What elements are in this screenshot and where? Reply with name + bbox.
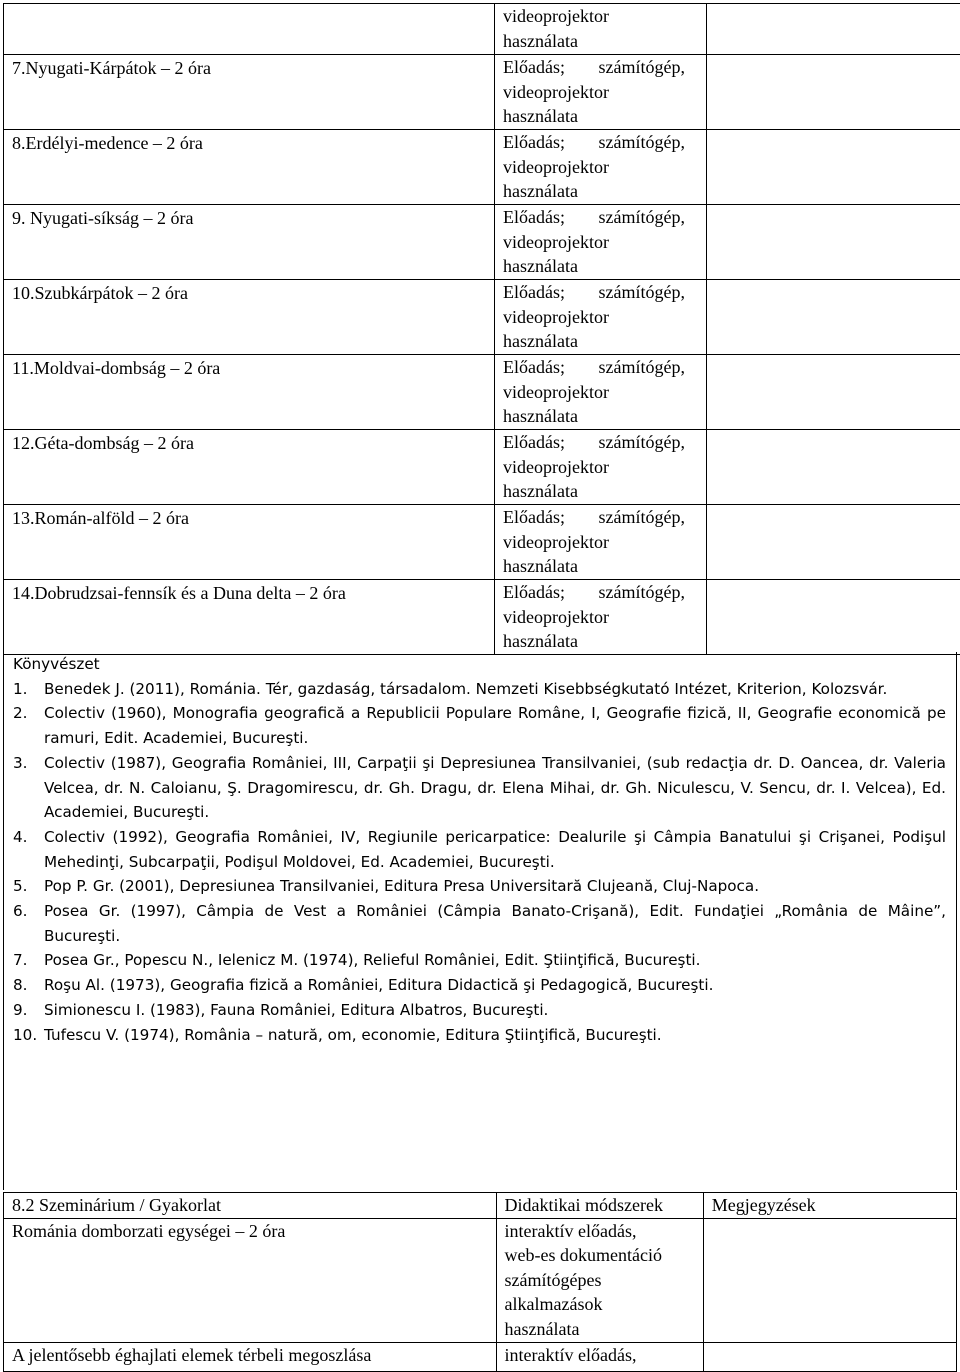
methods-line [503, 130, 685, 155]
method-word: számítógép, [599, 55, 685, 80]
table-row [4, 1342, 957, 1371]
methods-line: videoprojektor [503, 4, 700, 29]
item-text: Colectiv (1960), Monografia geografică a Republicii Populare Române, I, Geografie fizică, II, Geografie economică pe ramuri, Edit. Academiei, Bucureşti. [44, 704, 946, 747]
bibliography-title: Könyvészet [13, 652, 956, 677]
methods-cell [495, 4, 707, 55]
header-cell-methods: Didaktikai módszerek [496, 1193, 703, 1219]
topic-cell: 13.Román-alföld – 2 óra [4, 505, 495, 580]
methods-line [503, 55, 685, 80]
methods-line: videoprojektor [503, 230, 700, 255]
methods-line: videoprojektor [503, 80, 700, 105]
methods-line: használata [503, 29, 700, 54]
bibliography-item [13, 998, 956, 1023]
methods-line: videoprojektor [503, 155, 700, 180]
topic-cell [4, 4, 495, 55]
notes-cell [707, 280, 960, 355]
methods-cell [496, 1342, 703, 1371]
methods-line: alkalmazások [505, 1292, 697, 1317]
methods-cell [495, 130, 707, 205]
notes-cell [707, 55, 960, 130]
item-text: Tufescu V. (1974), România – natură, om, economie, Editura Ştiinţifică, Bucureşti. [44, 1026, 662, 1044]
methods-line: web-es dokumentáció [505, 1243, 697, 1268]
notes-cell [707, 205, 960, 280]
method-word: Előadás; [503, 580, 565, 605]
methods-line: videoprojektor [503, 605, 700, 630]
notes-cell [703, 1342, 956, 1371]
item-text: Roşu Al. (1973), Geografia fizică a României, Editura Didactică şi Pedagogică, Bucureşti. [44, 976, 713, 994]
method-word: Előadás; [503, 505, 565, 530]
method-word: számítógép, [599, 430, 685, 455]
item-number: 8. [13, 973, 28, 998]
item-text: Simionescu I. (1983), Fauna României, Editura Albatros, Bucureşti. [44, 1001, 548, 1019]
methods-line: használata [503, 254, 700, 279]
methods-cell [495, 355, 707, 430]
notes-cell [703, 1218, 956, 1342]
methods-line [503, 280, 685, 305]
topic-cell: 8.Erdélyi-medence – 2 óra [4, 130, 495, 205]
methods-line: használata [503, 179, 700, 204]
methods-line: videoprojektor [503, 530, 700, 555]
bibliography-item [13, 973, 956, 998]
table-row [4, 430, 960, 505]
topic-cell: 12.Géta-dombság – 2 óra [4, 430, 495, 505]
item-text: Benedek J. (2011), Románia. Tér, gazdaság, társadalom. Nemzeti Kisebbségkutató Intézet, Kriterion, Kolozsvár. [44, 680, 887, 698]
method-word: Előadás; [503, 430, 565, 455]
item-text: Posea Gr., Popescu N., Ielenicz M. (1974), Relieful României, Edit. Ştiinţifică, Bucureşti. [44, 951, 700, 969]
methods-line: videoprojektor [503, 455, 700, 480]
bibliography-item [13, 677, 956, 702]
item-number: 1. [13, 677, 28, 702]
method-word: Előadás; [503, 205, 565, 230]
item-text: Colectiv (1987), Geografia României, III, Carpaţii şi Depresiunea Transilvaniei, (sub redacţia dr. D. Oancea, dr. Valeria Velcea, dr. N. Caloianu, Ş. Dragomirescu, dr. Gh. Dragu, dr. Elena Mihai, dr. Gh. Niculescu, V. Sencu, dr. I. Velcea), Ed. Academiei, Bucureşti. [44, 754, 946, 821]
item-number: 6. [13, 899, 28, 924]
item-number: 5. [13, 874, 28, 899]
methods-cell [496, 1218, 703, 1342]
bibliography-item [13, 1023, 956, 1048]
bibliography-item [13, 874, 956, 899]
method-word: számítógép, [599, 280, 685, 305]
method-word: számítógép, [599, 580, 685, 605]
method-word: számítógép, [599, 505, 685, 530]
method-word: számítógép, [599, 130, 685, 155]
methods-cell [495, 505, 707, 580]
methods-line: videoprojektor [503, 305, 700, 330]
topic-cell: 10.Szubkárpátok – 2 óra [4, 280, 495, 355]
methods-line [503, 355, 685, 380]
methods-cell [495, 580, 707, 655]
bibliography-item [13, 701, 956, 750]
topic-cell: A jelentősebb éghajlati elemek térbeli megoszlása [4, 1342, 497, 1371]
notes-cell [707, 505, 960, 580]
methods-line: interaktív előadás, [505, 1343, 697, 1368]
bibliography-item [13, 899, 956, 948]
notes-cell [707, 355, 960, 430]
methods-line: használata [503, 404, 700, 429]
item-text: Colectiv (1992), Geografia României, IV, Regiunile pericarpatice: Dealurile şi Câmpia Banatului şi Crişanei, Podişul Mehedinţi, Subcarpaţii, Podişul Moldovei, Ed. Academiei, Bucureşti. [44, 828, 946, 871]
methods-line: használata [505, 1317, 697, 1342]
table-row [4, 580, 960, 655]
table-header-row [4, 1193, 957, 1219]
methods-cell [495, 55, 707, 130]
methods-cell [495, 430, 707, 505]
bibliography-item [13, 751, 956, 825]
table-row [4, 130, 960, 205]
method-word: Előadás; [503, 55, 565, 80]
lecture-table [3, 3, 960, 655]
topic-cell: 14.Dobrudzsai-fennsík és a Duna delta – 2 óra [4, 580, 495, 655]
item-number: 10. [13, 1023, 37, 1048]
table-row [4, 280, 960, 355]
methods-line: használata [503, 629, 700, 654]
method-word: Előadás; [503, 280, 565, 305]
methods-line: használata [503, 104, 700, 129]
table-row [4, 55, 960, 130]
item-number: 4. [13, 825, 28, 850]
item-text: Pop P. Gr. (2001), Depresiunea Transilvaniei, Editura Presa Universitară Clujeană, Cluj-Napoca. [44, 877, 759, 895]
item-number: 9. [13, 998, 28, 1023]
notes-cell [707, 430, 960, 505]
item-number: 3. [13, 751, 28, 776]
table-row [4, 4, 960, 55]
methods-line: használata [503, 329, 700, 354]
methods-line: használata [503, 479, 700, 504]
table-row [4, 1218, 957, 1342]
methods-line [503, 430, 685, 455]
bibliography-item [13, 948, 956, 973]
methods-line [503, 205, 685, 230]
topic-cell: Románia domborzati egységei – 2 óra [4, 1218, 497, 1342]
table-row [4, 505, 960, 580]
topic-cell: 11.Moldvai-dombság – 2 óra [4, 355, 495, 430]
header-cell-notes: Megjegyzések [703, 1193, 956, 1219]
bibliography-section [3, 652, 957, 1190]
methods-line: használata [503, 554, 700, 579]
bibliography-list [13, 677, 956, 1048]
method-word: Előadás; [503, 355, 565, 380]
methods-line: számítógépes [505, 1268, 697, 1293]
methods-line [503, 580, 685, 605]
header-cell-seminar: 8.2 Szeminárium / Gyakorlat [4, 1193, 497, 1219]
item-number: 7. [13, 948, 28, 973]
methods-line: videoprojektor [503, 380, 700, 405]
methods-line [503, 505, 685, 530]
table-row [4, 355, 960, 430]
method-word: számítógép, [599, 355, 685, 380]
methods-cell [495, 280, 707, 355]
item-text: Posea Gr. (1997), Câmpia de Vest a României (Câmpia Banato-Crişană), Edit. Fundaţiei „România de Mâine”, Bucureşti. [44, 902, 946, 945]
methods-line: interaktív előadás, [505, 1219, 697, 1244]
method-word: számítógép, [599, 205, 685, 230]
methods-cell [495, 205, 707, 280]
topic-cell: 7.Nyugati-Kárpátok – 2 óra [4, 55, 495, 130]
notes-cell [707, 580, 960, 655]
seminar-table [3, 1192, 957, 1372]
table-row [4, 205, 960, 280]
topic-cell: 9. Nyugati-síkság – 2 óra [4, 205, 495, 280]
notes-cell [707, 130, 960, 205]
method-word: Előadás; [503, 130, 565, 155]
notes-cell [707, 4, 960, 55]
item-number: 2. [13, 701, 28, 726]
bibliography-item [13, 825, 956, 874]
